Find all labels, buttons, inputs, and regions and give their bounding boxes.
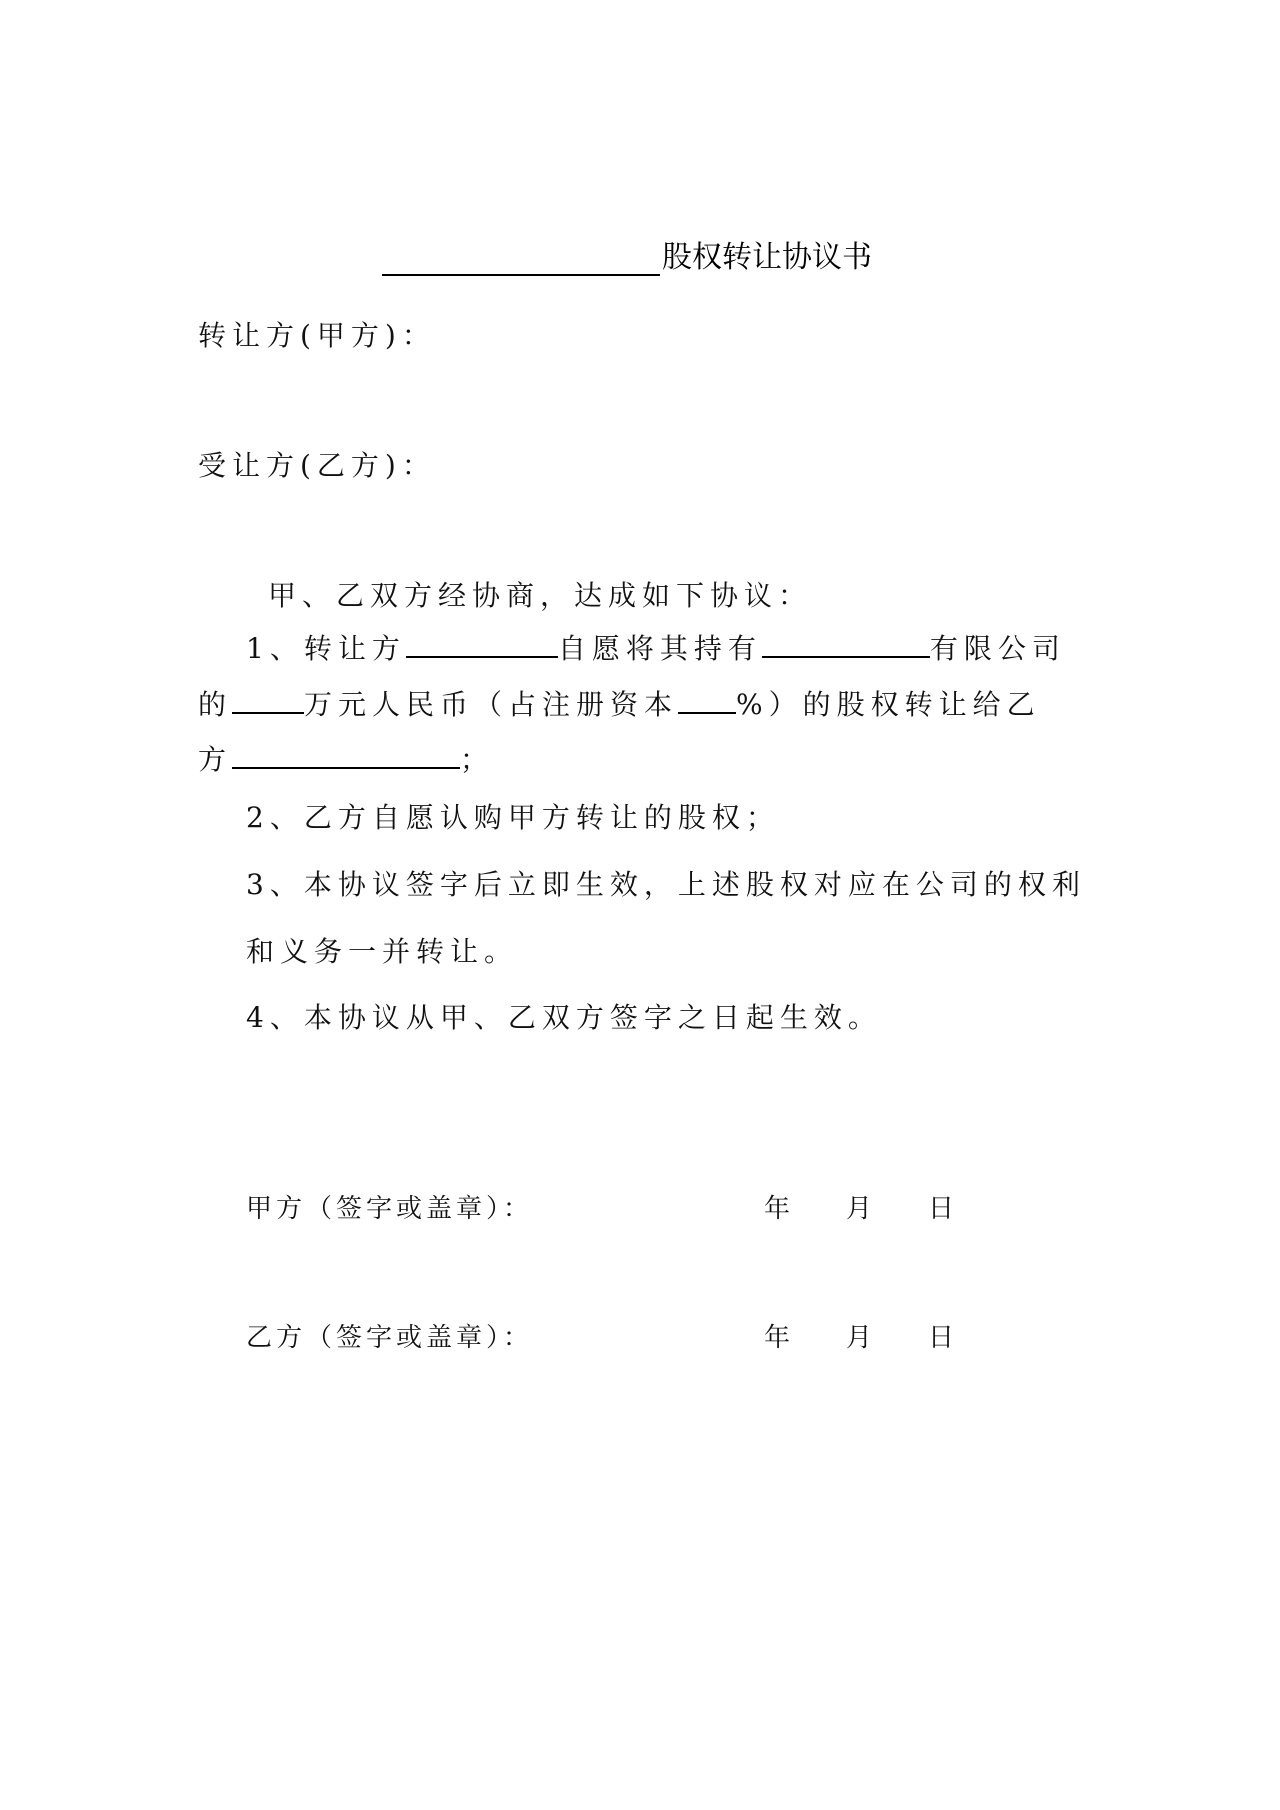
date-day: 日 — [928, 1323, 959, 1353]
clause-1-text: ； — [460, 743, 495, 776]
company-blank[interactable] — [762, 628, 930, 658]
transferee-name-blank[interactable] — [232, 739, 460, 769]
date-year: 年 — [764, 1323, 795, 1353]
clause-1-text: %）的股权转让给乙 — [736, 688, 1041, 721]
signature-row-party-a — [246, 1188, 533, 1225]
clause-1-text: 万元人民币（占注册资本 — [304, 688, 679, 721]
transferor-name-blank[interactable] — [406, 628, 558, 658]
clause-1-line-3 — [198, 738, 494, 778]
clause-4: 4、本协议从甲、乙双方签字之日起生效。 — [246, 1001, 882, 1034]
company-name-blank[interactable] — [382, 242, 660, 276]
clause-1-text: 自愿将其持有 — [557, 632, 762, 665]
date-year: 年 — [764, 1194, 795, 1224]
clause-1-text: 方 — [198, 743, 233, 776]
clause-1-text: 1、转让方 — [246, 632, 406, 665]
percent-blank[interactable] — [678, 684, 736, 714]
clause-3-line-1: 3、本协议签字后立即生效，上述股权对应在公司的权利 — [246, 868, 1086, 901]
date-month: 月 — [846, 1194, 877, 1224]
clause-2: 2、乙方自愿认购甲方转让的股权； — [246, 801, 780, 834]
document-title — [382, 232, 872, 276]
date-day: 日 — [928, 1194, 959, 1224]
clause-1-text: 的 — [198, 688, 233, 721]
title-text: 股权转让协议书 — [662, 240, 872, 275]
intro-text: 甲、乙双方经协商，达成如下协议： — [268, 579, 813, 612]
clause-1-line-1 — [246, 627, 1066, 667]
date-month: 月 — [846, 1323, 877, 1353]
transferor-label: 转让方(甲方)： — [198, 319, 436, 352]
clause-3-line-2: 和义务一并转让。 — [246, 935, 519, 968]
clause-1-line-2 — [198, 683, 1041, 723]
amount-blank[interactable] — [232, 684, 304, 714]
signature-row-party-b — [246, 1317, 533, 1354]
signature-label: 乙方（签字或盖章）： — [246, 1323, 534, 1353]
transferee-label: 受让方(乙方)： — [198, 449, 436, 482]
clause-1-text: 有限公司 — [929, 632, 1066, 665]
signature-label: 甲方（签字或盖章）： — [246, 1194, 534, 1224]
